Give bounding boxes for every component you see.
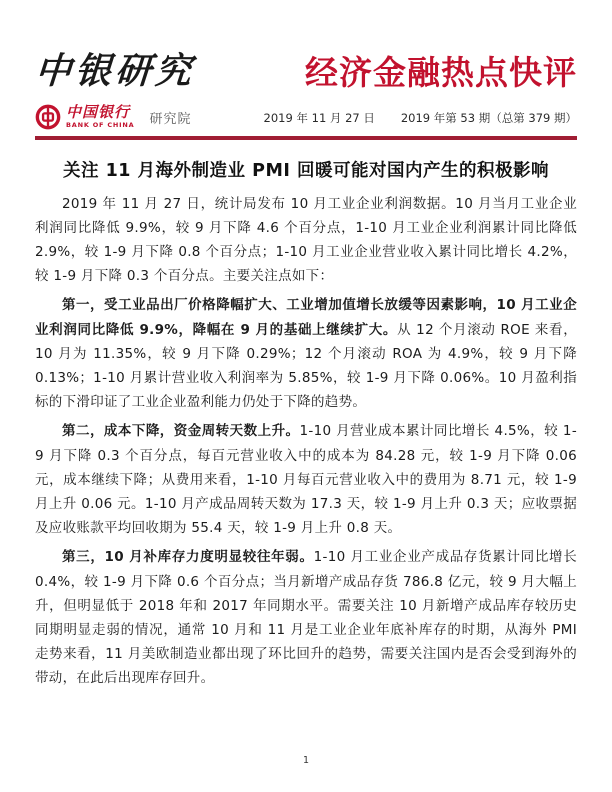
paragraph-lead: 第二，成本下降，资金周转天数上升。 bbox=[62, 423, 300, 440]
paragraph-text: 2019 年 11 月 27 日，统计局发布 10 月工业企业利润数据。10 月当月工业企业利润同比降低 9.9%，较 9 月下降 4.6 个百分点，1-10 月工业企业利润累计同比降低 2.9%，较 1-9 月下降 0.8 个百分点；1-10 月工业企业营业收入累计同比增长 4.2%，较 1-9 月下降 0.3 个百分点。主要关注点如下： bbox=[35, 195, 577, 285]
institute-label: 研究院 bbox=[149, 111, 192, 127]
paragraph-lead: 第一，受工业品出厂价格降幅扩大、工业增加值增长放缓等因素影响，10 月工业企业利润同比降低 9.9%，降幅在 9 月的基础上继续扩大。 bbox=[35, 297, 577, 338]
page-number: 1 bbox=[302, 755, 310, 766]
header-rule-divider bbox=[35, 136, 577, 140]
header bbox=[35, 52, 577, 92]
issue-number: 2019 年第 53 期（总第 379 期） bbox=[400, 110, 577, 125]
paragraph-intro bbox=[35, 192, 577, 289]
bank-name bbox=[66, 102, 135, 129]
header-meta-row bbox=[35, 104, 577, 136]
bank-logo-block bbox=[35, 104, 191, 130]
bank-name-en: BANK OF CHINA bbox=[66, 120, 135, 129]
paragraph-text: 从 12 个月滚动 ROE 来看，10 月为 11.35%，较 9 月下降 0.29%；12 个月滚动 ROA 为 4.9%，较 9 月下降 0.13%；1-10 月累计营业收入利润率为 5.85%，较 1-9 月下降 0.06%。10 月盈利指标的下滑印证了工业企业盈利能力仍处于下降的趋势。 bbox=[35, 321, 577, 411]
paragraph-lead: 第三，10 月补库存力度明显较往年弱。 bbox=[62, 549, 314, 566]
brand-calligraphy: 中银研究 bbox=[33, 50, 197, 92]
bank-name-cn: 中国银行 bbox=[66, 102, 131, 121]
paragraph-text: 1-10 月工业企业产成品存货累计同比增长 0.4%，较 1-9 月下降 0.6 个百分点；当月新增产成品存货 786.8 亿元，较 9 月大幅上升，但明显低于 2018 年和 2017 年同期水平。需要关注 10 月新增产成品库存较历史同期明显走弱的情况，通常 10 月和 11 月是工业企业年底补库存的时期，从海外 PMI 走势来看，11 月美欧制造业都出现了环比回升的趋势，需要关注国内是否会受到海外的带动，在此后出现库存回升。 bbox=[35, 549, 577, 687]
date-issue-line bbox=[264, 110, 577, 130]
paragraph-point-1 bbox=[35, 293, 577, 414]
paragraph-point-2 bbox=[35, 419, 577, 540]
publication-date: 2019 年 11 月 27 日 bbox=[263, 110, 375, 125]
paragraph-point-3 bbox=[35, 545, 577, 690]
publication-title: 经济金融热点快评 bbox=[305, 53, 577, 93]
article-body bbox=[35, 192, 577, 691]
article-title: 关注 11 月海外制造业 PMI 回暖可能对国内产生的积极影响 bbox=[63, 160, 549, 181]
paragraph-text: 1-10 月营业成本累计同比增长 4.5%，较 1-9 月下降 0.3 个百分点，每百元营业收入中的成本为 84.28 元，较 1-9 月下降 0.06 元，成本继续下降；从费用来看，1-10 月每百元营业收入中的费用为 8.71 元，较 1-9 月上升 0.06 元。1-10 月产成品周转天数为 17.3 天，较 1-9 月上升 0.3 天；应收票据及应收账款平均回收期为 55.4 天，较 1-9 月上升 0.8 天。 bbox=[35, 423, 577, 537]
bank-of-china-emblem-icon bbox=[35, 104, 61, 130]
